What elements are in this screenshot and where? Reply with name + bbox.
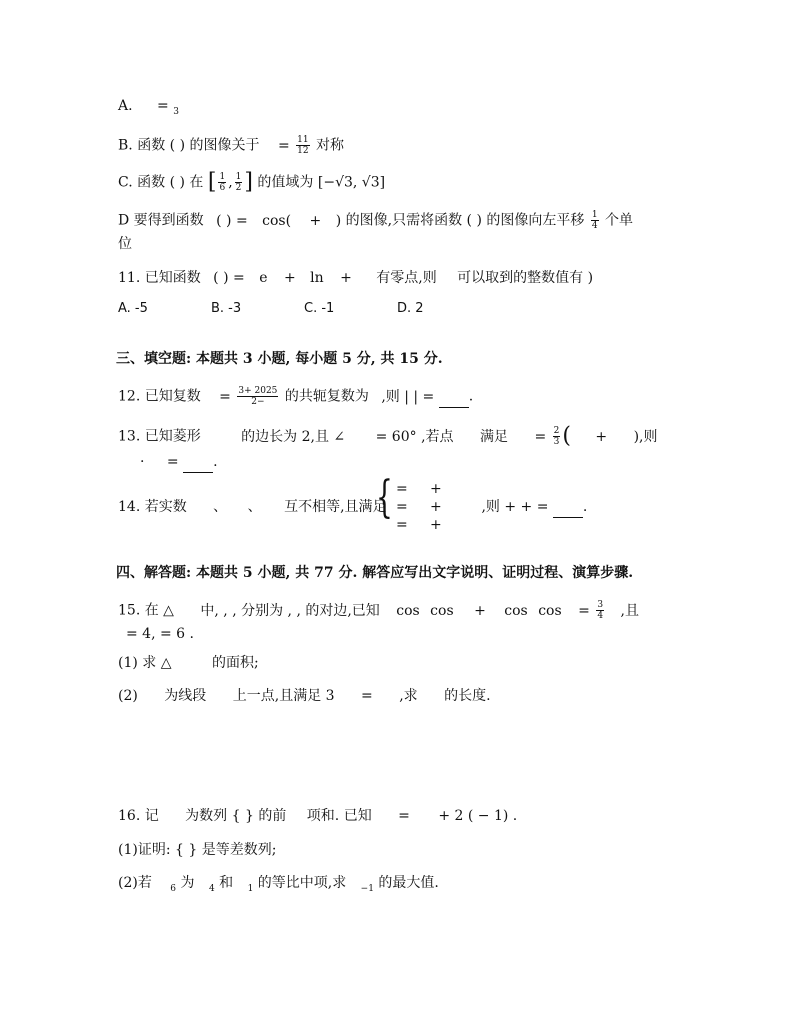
option-text: 的值域为 (257, 174, 314, 191)
question-text: 项和. 已知 (306, 808, 372, 824)
question-text: 有零点,则 (376, 270, 437, 286)
fraction (596, 600, 604, 621)
function-paren: ( ) (169, 174, 185, 191)
q15-part1 (118, 653, 259, 673)
function-paren: ( ) (169, 137, 186, 154)
question-text: = 60° ,若点 (375, 428, 454, 445)
question-text: ,则 | | = (381, 388, 435, 405)
subscript: 4 (208, 884, 215, 894)
option-a: A. -5 (118, 301, 148, 316)
separator: 、 (247, 499, 262, 515)
question-prefix: 12. 已知复数 (118, 388, 201, 405)
q10-option-d (118, 210, 633, 231)
q15-line2 (118, 624, 194, 644)
section-3-title: 三、填空题: 本题共 3 小题, 每小题 5 分, 共 15 分. (116, 351, 443, 367)
part-prefix: (2) (118, 688, 138, 704)
q10-option-d-wrap (118, 234, 132, 254)
question-text: + 2 ( − 1) . (438, 808, 518, 824)
period: . (582, 499, 588, 515)
question-text: 为线段 (164, 688, 207, 704)
equals-sign: = (277, 137, 290, 154)
right-bracket: ] (244, 169, 253, 195)
option-text: 的图像关于 (189, 137, 260, 154)
system-row-2: = + (396, 499, 442, 515)
fraction (218, 172, 226, 193)
option-label: A. (118, 98, 133, 114)
fraction-numerator: 2 (553, 426, 560, 436)
subscript: 3 (173, 107, 179, 117)
question-text: 的最大值. (378, 875, 439, 891)
question-text: 可以取到的整数值有 (457, 270, 584, 286)
q15-line1 (118, 600, 639, 621)
fraction (591, 210, 599, 231)
q10-option-c: C. 函数 ( ) 在 [ $\frac{1}{6}$ , $\frac{1}{2}$ ] 的值域为 [−√3, √3] (118, 169, 386, 195)
cos-term: cos (504, 602, 528, 619)
option-c: C. -1 (304, 301, 335, 316)
q16-part2 (118, 873, 439, 899)
question-prefix: 14. 若实数 (118, 499, 187, 515)
option-d: D. 2 (397, 301, 424, 316)
option-text: 个单 (605, 212, 634, 229)
separator: 、 (213, 499, 228, 515)
q10-option-b (118, 135, 344, 156)
question-text: 中, , , 分别为 , , 的对边,已知 (200, 602, 380, 619)
part-prefix: (2)若 (118, 875, 152, 891)
question-text: 的共轭复数为 (284, 388, 369, 405)
close-paren: ) (335, 212, 342, 229)
question-prefix: 15. 在 △ (118, 602, 174, 619)
fraction-numerator: 1 (235, 172, 242, 182)
fraction-numerator: 11 (297, 135, 309, 145)
question-text: ),则 (633, 428, 658, 445)
option-text: 的图像,只需将函数 (345, 212, 463, 229)
q10-option-a (118, 96, 179, 122)
fraction-numerator: 3 (597, 600, 604, 610)
fraction (237, 386, 278, 407)
plus-sign: + (595, 428, 608, 445)
question-text: 的面积; (211, 655, 259, 671)
fraction (553, 426, 561, 447)
option-text: 的图像向左平移 (486, 212, 585, 229)
fraction-denominator: 4 (591, 221, 598, 231)
plus-sign: + (283, 270, 296, 286)
q13-line2 (118, 452, 218, 473)
function-paren: ( ) = (213, 270, 245, 286)
q14 (118, 497, 587, 518)
option-text: 对称 (316, 137, 345, 154)
question-text: 满足 (479, 428, 508, 445)
question-text: 的等比中项,求 (257, 875, 347, 891)
part-prefix: (1) 求 △ (118, 655, 172, 671)
close-paren: ) (587, 270, 594, 286)
equation-system (376, 472, 456, 536)
cos-term: cos (396, 602, 420, 619)
fraction-denominator: 4 (597, 611, 604, 621)
subscript: 6 (170, 884, 177, 894)
equals-sign: = (398, 808, 410, 824)
question-text: 的长度. (444, 688, 491, 704)
answer-blank (439, 387, 469, 408)
fraction-denominator: 3 (553, 437, 560, 447)
question-text: 为 (180, 875, 195, 891)
section-4-title: 四、解答题: 本题共 5 小题, 共 77 分. 解答应写出文字说明、证明过程、演算步骤. (116, 565, 634, 581)
cos-term: cos (538, 602, 562, 619)
question-text: 的边长为 2,且 ∠ (241, 428, 346, 445)
exp-e: e (259, 270, 268, 286)
answer-blank (183, 452, 213, 473)
question-prefix: 16. 记 (118, 808, 159, 824)
period: . (468, 388, 474, 405)
fraction-numerator: 3+ 2025 (238, 386, 278, 396)
system-row-3: = + (396, 517, 442, 533)
equals-sign: = (166, 454, 179, 470)
answer-blank (553, 497, 583, 518)
question-text: 互不相等,且满足 (284, 499, 387, 515)
equals-sign: = (157, 98, 169, 114)
fraction (235, 172, 243, 193)
question-text: ,则 + + = (481, 499, 549, 515)
plus-sign: + (474, 602, 486, 619)
option-text: 位 (118, 236, 132, 252)
q11-stem (118, 268, 593, 288)
function-paren: ( ) = (216, 212, 248, 229)
equals-sign: = (361, 688, 373, 704)
question-text: 和 (219, 875, 234, 891)
plus-sign: + (340, 270, 352, 286)
equals-sign: = (219, 388, 231, 405)
ln-expression: ln (310, 270, 324, 286)
system-row-1: = + (396, 481, 442, 497)
q12 (118, 386, 473, 408)
subscript: −1 (360, 884, 374, 894)
left-bracket: [ (207, 169, 217, 195)
subscript: 1 (247, 884, 254, 894)
question-prefix: 11. 已知函数 (118, 270, 201, 286)
function-paren: ( ) (466, 212, 482, 229)
dot-operator: · (140, 454, 145, 470)
cos-term: cos (430, 602, 454, 619)
q16-part1: (1)证明: { } 是等差数列; (118, 842, 277, 858)
fraction-denominator: 2 (235, 183, 242, 193)
equals-sign: = (534, 428, 547, 445)
option-text: D 要得到函数 (118, 212, 204, 229)
period: . (213, 454, 218, 470)
plus-sign: + (309, 212, 322, 229)
left-brace: { (376, 472, 393, 523)
q11-options (118, 299, 424, 319)
question-text: 为数列 { } 的前 (185, 808, 287, 824)
q15-part2 (118, 686, 491, 706)
cos-expression: cos( (262, 212, 292, 229)
question-text: ,且 (620, 602, 639, 619)
option-text: B. 函数 (118, 137, 166, 154)
option-b: B. -3 (211, 301, 242, 316)
question-text: = 4, = 6 . (126, 626, 194, 642)
question-text: 上一点,且满足 3 (232, 688, 335, 704)
question-text: ,求 (399, 688, 418, 704)
fraction-denominator: 6 (219, 183, 226, 193)
option-text: C. 函数 (118, 174, 166, 191)
q16-line1 (118, 806, 517, 826)
fraction-denominator: 12 (297, 146, 309, 156)
fraction-numerator: 1 (591, 210, 598, 220)
question-prefix: 13. 已知菱形 (118, 428, 201, 445)
fraction (296, 135, 309, 156)
q13-line1 (118, 423, 658, 449)
range-expression: [−√3, √3] (317, 174, 386, 191)
fraction-denominator: 2− (251, 397, 265, 407)
option-text: 在 (189, 174, 204, 191)
equals-sign: = (578, 602, 590, 619)
fraction-numerator: 1 (219, 172, 226, 182)
paren-open: ( (562, 423, 571, 449)
